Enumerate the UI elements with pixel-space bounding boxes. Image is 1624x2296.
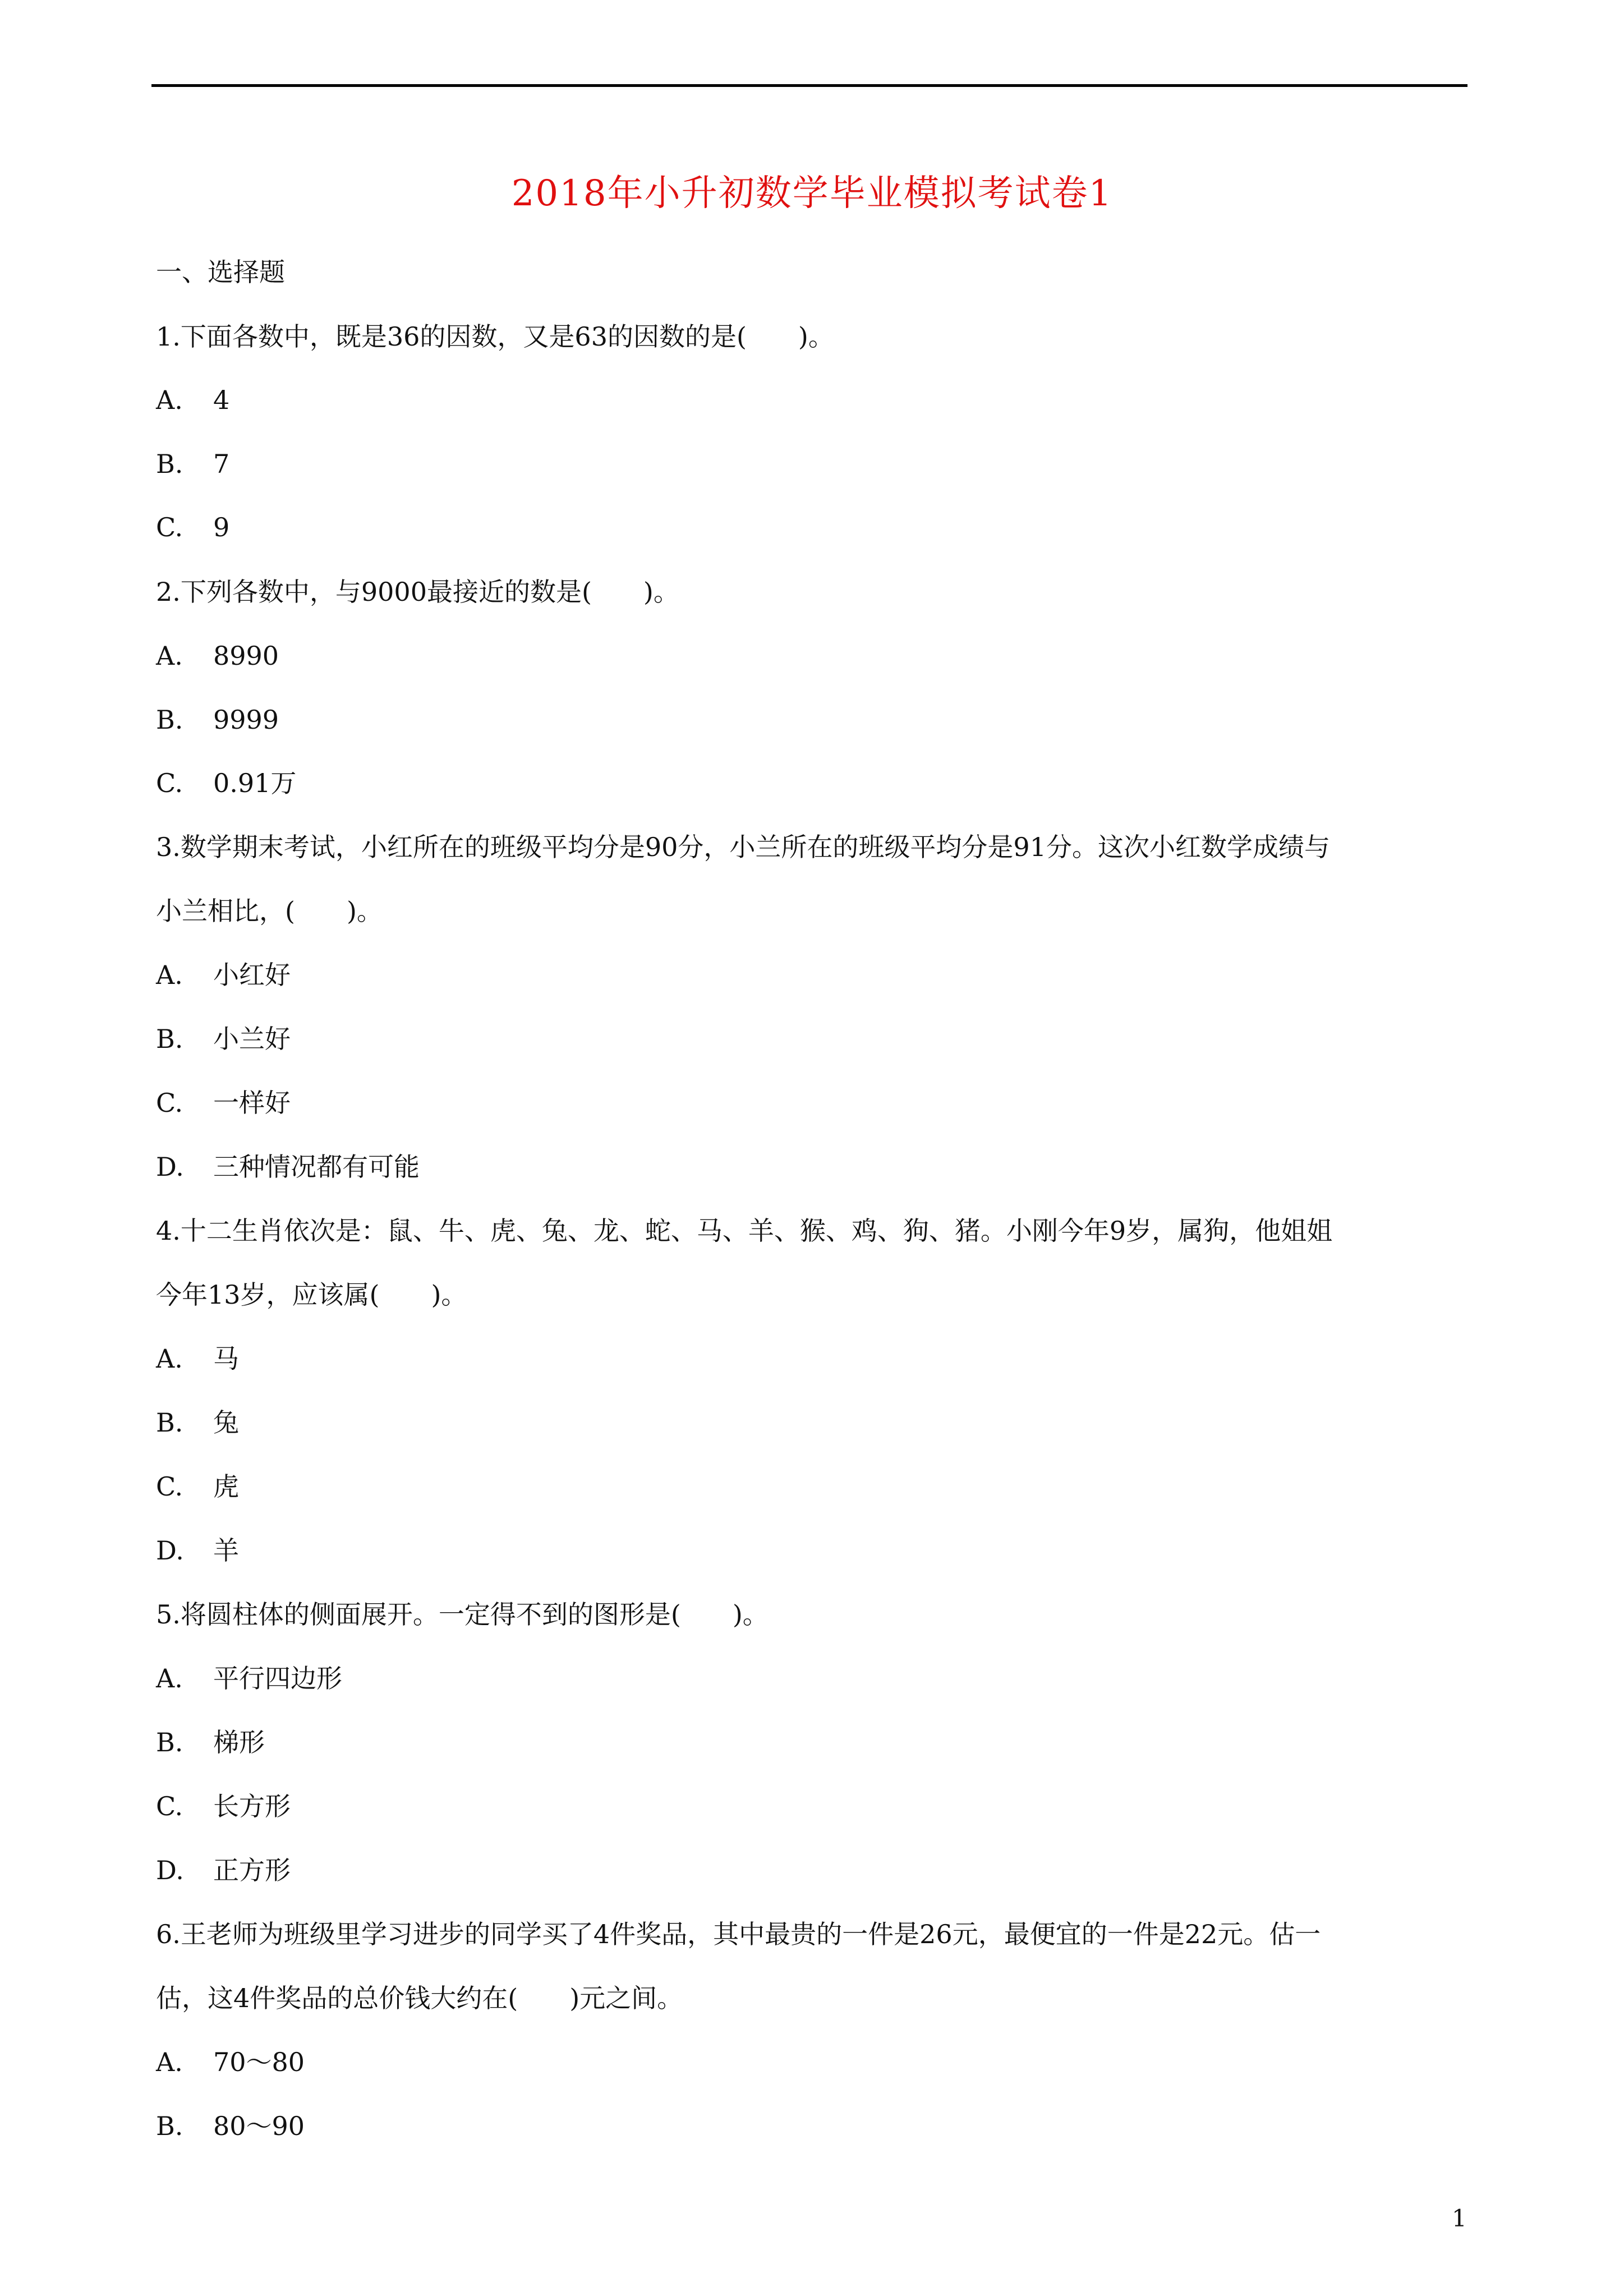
option-letter: A. [156,385,183,415]
option-value: 9 [213,512,230,542]
option-letter: C. [156,512,183,542]
question-6-text-line-1: 6.王老师为班级里学习进步的同学买了4件奖品，其中最贵的一件是26元，最便宜的一件是22元。估一 [156,1919,1321,1949]
question-6-option-b [156,2109,305,2143]
question-6-text-line-2: 估，这4件奖品的总价钱大约在( )元之间。 [156,1983,683,2013]
question-5-option-d [156,1853,291,1887]
question-2-option-a [156,639,279,673]
question-1-option-c [156,510,229,544]
option-letter: C. [156,1088,183,1118]
option-value: 4 [213,385,230,415]
question-4-text-line-2: 今年13岁，应该属( )。 [156,1280,467,1310]
option-letter: C. [156,1471,183,1502]
question-5-option-c [156,1789,291,1823]
option-value: 80～90 [213,2111,305,2141]
option-letter: A. [156,641,183,671]
option-letter: B. [156,705,183,735]
exam-title: 2018年小升初数学毕业模拟考试卷1 [511,173,1113,214]
option-letter: B. [156,2111,183,2141]
option-value: 9999 [213,705,279,735]
option-value: 虎 [213,1471,239,1502]
question-3-option-c [156,1086,291,1120]
option-value: 平行四边形 [213,1663,342,1694]
option-letter: C. [156,1791,183,1821]
question-4-option-c [156,1470,239,1503]
question-3-option-b [156,1022,291,1056]
option-value: 三种情况都有可能 [213,1152,420,1182]
option-letter: A. [156,2047,183,2077]
question-1-option-a [156,383,229,417]
option-value: 7 [213,449,230,479]
option-letter: A. [156,960,183,990]
question-3-text-line-2: 小兰相比，( )。 [156,896,383,926]
question-5-option-a [156,1662,342,1695]
option-value: 马 [213,1343,239,1374]
question-3-option-a [156,958,291,992]
question-5-option-b [156,1726,265,1759]
option-letter: B. [156,449,183,479]
option-letter: B. [156,1024,183,1054]
question-1-option-b [156,447,229,481]
question-5-text: 5.将圆柱体的侧面展开。一定得不到的图形是( )。 [156,1599,769,1630]
option-letter: B. [156,1407,183,1438]
question-2-option-c [156,766,296,800]
option-letter: D. [156,1152,184,1182]
option-value: 羊 [213,1535,239,1566]
option-value: 小红好 [213,960,291,990]
option-letter: D. [156,1855,184,1885]
question-1-text: 1.下面各数中，既是36的因数，又是63的因数的是( )。 [156,321,834,352]
question-4-text-line-1: 4.十二生肖依次是：鼠、牛、虎、兔、龙、蛇、马、羊、猴、鸡、狗、猪。小刚今年9岁，属狗，他姐姐 [156,1216,1333,1246]
option-letter: C. [156,768,183,798]
option-value: 小兰好 [213,1024,291,1054]
option-value: 兔 [213,1407,239,1438]
question-4-option-a [156,1342,239,1375]
question-2-text: 2.下列各数中，与9000最接近的数是( )。 [156,577,679,607]
option-value: 8990 [213,641,279,671]
option-value: 长方形 [213,1791,291,1821]
question-6-option-a [156,2045,305,2079]
section-heading: 一、选择题 [156,257,285,287]
option-value: 正方形 [213,1855,291,1885]
option-value: 一样好 [213,1088,291,1118]
question-2-option-b [156,703,279,737]
header-rule [151,84,1467,87]
question-3-option-d [156,1150,420,1184]
question-4-option-d [156,1534,239,1567]
option-value: 梯形 [213,1727,265,1757]
option-letter: B. [156,1727,183,1757]
option-letter: A. [156,1663,183,1694]
option-value: 70～80 [213,2047,305,2077]
question-3-text-line-1: 3.数学期末考试，小红所在的班级平均分是90分，小兰所在的班级平均分是91分。这次小红数学成绩与 [156,832,1330,862]
option-letter: A. [156,1343,183,1374]
option-letter: D. [156,1535,184,1566]
question-4-option-b [156,1406,239,1439]
page-number: 1 [1452,2205,1467,2232]
option-value: 0.91万 [213,768,297,798]
